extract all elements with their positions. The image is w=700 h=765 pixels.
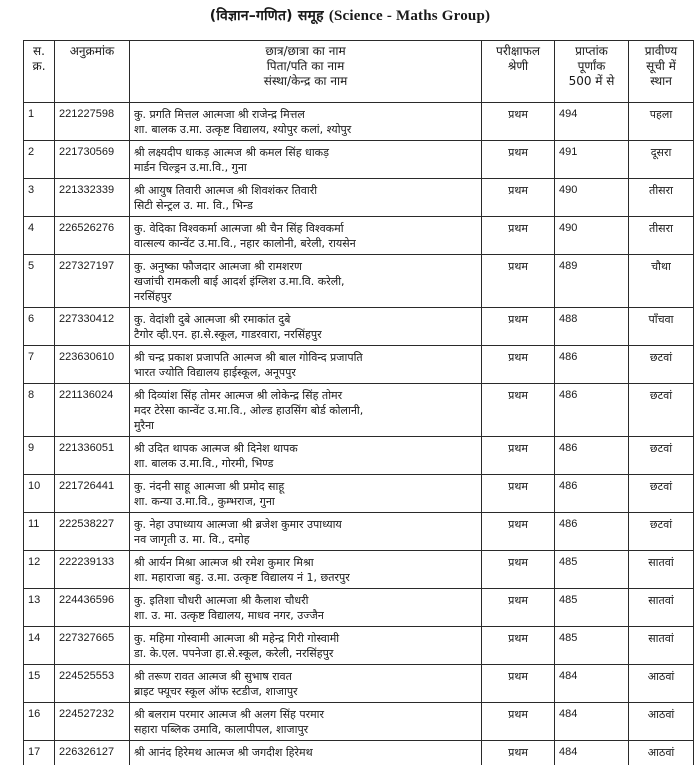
student-name: श्री तरूण रावत आत्मज श्री सुभाष रावत <box>134 670 292 683</box>
school-name: शा. कन्या उ.मा.वि., कुम्भराज, गुना <box>134 495 275 508</box>
roll-number-cell: 221726441 <box>55 475 130 513</box>
division-cell: प्रथम <box>482 384 555 437</box>
school-name: शा. बालक उ.मा. उत्कृष्ट विद्यालय, श्योपुर कलां, श्योपुर <box>134 123 352 136</box>
division-cell: प्रथम <box>482 475 555 513</box>
marks-cell: 490 <box>555 217 629 255</box>
table-row <box>24 346 694 384</box>
roll-number-cell: 224436596 <box>55 589 130 627</box>
marks-cell: 485 <box>555 627 629 665</box>
header-line: क्र. <box>32 59 46 73</box>
merit-rank-cell: छटवां <box>629 384 694 437</box>
roll-number-cell: 226326127 <box>55 741 130 765</box>
division-cell: प्रथम <box>482 346 555 384</box>
merit-rank-cell: छटवां <box>629 513 694 551</box>
student-name-cell <box>130 346 482 384</box>
student-name: कु. वेदिका विश्वकर्मा आत्मजा श्री चैन सिंह विश्वकर्मा <box>134 222 344 235</box>
student-name: श्री उदित थापक आत्मज श्री दिनेश थापक <box>134 442 298 455</box>
student-name-cell <box>130 627 482 665</box>
division-cell: प्रथम <box>482 437 555 475</box>
student-name-cell <box>130 217 482 255</box>
roll-number-cell: 221227598 <box>55 103 130 141</box>
serial-number-cell: 15 <box>24 665 55 703</box>
school-name: मार्डन चिल्ड्रन उ.मा.वि., गुना <box>134 161 247 174</box>
division-cell: प्रथम <box>482 513 555 551</box>
school-name: शा. उ. मा. उत्कृष्ट विद्यालय, माधव नगर, उज्जैन <box>134 609 324 622</box>
marks-cell: 491 <box>555 141 629 179</box>
serial-number-cell: 10 <box>24 475 55 513</box>
student-name: कु. महिमा गोस्वामी आत्मजा श्री महेन्द्र गिरी गोस्वामी <box>134 632 340 645</box>
student-name-cell <box>130 741 482 765</box>
student-name-cell <box>130 703 482 741</box>
serial-number-cell: 8 <box>24 384 55 437</box>
table-row <box>24 384 694 437</box>
student-name: श्री आर्यन मिश्रा आत्मज श्री रमेश कुमार मिश्रा <box>134 556 314 569</box>
student-name-cell <box>130 513 482 551</box>
student-name-cell <box>130 103 482 141</box>
marks-cell: 486 <box>555 513 629 551</box>
school-name: सिटी सेन्ट्रल उ. मा. वि., भिन्ड <box>134 199 253 212</box>
merit-rank-cell: सातवां <box>629 551 694 589</box>
header-line: प्राप्तांक <box>575 44 608 58</box>
school-name: भारत ज्योति विद्यालय हाईस्कूल, अनूपपुर <box>134 366 296 379</box>
school-name: नरसिंहपुर <box>134 290 172 303</box>
header-line: प्रावीण्य <box>644 44 678 58</box>
roll-number-cell: 221730569 <box>55 141 130 179</box>
header-student-name <box>130 41 482 103</box>
header-line: श्रेणी <box>507 59 529 73</box>
roll-number-cell: 223630610 <box>55 346 130 384</box>
serial-number-cell: 12 <box>24 551 55 589</box>
division-cell: प्रथम <box>482 141 555 179</box>
marks-cell: 486 <box>555 437 629 475</box>
table-row <box>24 437 694 475</box>
student-name: कु. वेदांशी दुबे आत्मजा श्री रमाकांत दुबे <box>134 313 291 326</box>
serial-number-cell: 5 <box>24 255 55 308</box>
table-header-row <box>24 41 694 103</box>
school-name: वात्सल्य कान्वेंट उ.मा.वि., नहार कालोनी, बरेली, रायसेन <box>134 237 356 250</box>
header-line: स्थान <box>650 74 672 88</box>
merit-rank-cell: छटवां <box>629 437 694 475</box>
marks-cell: 484 <box>555 665 629 703</box>
header-roll-number <box>55 41 130 103</box>
school-name: टैगोर व्ही.एन. हा.से.स्कूल, गाडरवारा, नरसिंहपुर <box>134 328 322 341</box>
header-division <box>482 41 555 103</box>
student-name: कु. नेहा उपाध्याय आत्मजा श्री ब्रजेश कुमार उपाध्याय <box>134 518 342 531</box>
merit-rank-cell: आठवां <box>629 665 694 703</box>
student-name-cell <box>130 437 482 475</box>
serial-number-cell: 9 <box>24 437 55 475</box>
header-line: 500 में से <box>568 74 615 88</box>
division-cell: प्रथम <box>482 665 555 703</box>
roll-number-cell: 226526276 <box>55 217 130 255</box>
student-name-cell <box>130 384 482 437</box>
header-merit-rank <box>629 41 694 103</box>
division-cell: प्रथम <box>482 741 555 765</box>
serial-number-cell: 13 <box>24 589 55 627</box>
roll-number-cell: 221136024 <box>55 384 130 437</box>
header-line: परीक्षाफल <box>496 44 540 58</box>
marks-cell: 484 <box>555 703 629 741</box>
student-name: कु. नंदनी साहू आत्मजा श्री प्रमोद साहू <box>134 480 285 493</box>
serial-number-cell: 1 <box>24 103 55 141</box>
student-name: कु. इतिशा चौधरी आत्मजा श्री कैलाश चौधरी <box>134 594 309 607</box>
table-row <box>24 255 694 308</box>
student-name-cell <box>130 179 482 217</box>
school-name: नव जागृती उ. मा. वि., दमोह <box>134 533 250 546</box>
school-name: शा. बालक उ.मा.वि., गोरमी, भिण्ड <box>134 457 274 470</box>
table-row <box>24 513 694 551</box>
division-cell: प्रथम <box>482 703 555 741</box>
table-row <box>24 551 694 589</box>
student-name: श्री आनंद हिरेमथ आत्मज श्री जगदीश हिरेमथ <box>134 746 313 759</box>
roll-number-cell: 222538227 <box>55 513 130 551</box>
serial-number-cell: 4 <box>24 217 55 255</box>
group-title-english: (Science - Maths Group) <box>328 8 491 24</box>
student-name-cell <box>130 475 482 513</box>
roll-number-cell: 224525553 <box>55 665 130 703</box>
roll-number-cell: 227327665 <box>55 627 130 665</box>
merit-table-body <box>24 103 694 765</box>
division-cell: प्रथम <box>482 179 555 217</box>
student-name: श्री लक्ष्यदीप धाकड़ आत्मज श्री कमल सिंह धाकड़ <box>134 146 329 159</box>
school-name: मुरैना <box>134 419 155 432</box>
merit-rank-cell: चौथा <box>629 255 694 308</box>
merit-rank-cell: छटवां <box>629 475 694 513</box>
serial-number-cell: 6 <box>24 308 55 346</box>
school-name: सहारा पब्लिक उमावि, कालापीपल, शाजापुर <box>134 723 309 736</box>
student-name-cell <box>130 665 482 703</box>
table-row <box>24 665 694 703</box>
table-row <box>24 627 694 665</box>
division-cell: प्रथम <box>482 255 555 308</box>
roll-number-cell: 227330412 <box>55 308 130 346</box>
serial-number-cell: 2 <box>24 141 55 179</box>
merit-table <box>23 40 694 765</box>
serial-number-cell: 7 <box>24 346 55 384</box>
merit-rank-cell: सातवां <box>629 627 694 665</box>
serial-number-cell: 17 <box>24 741 55 765</box>
student-name-cell <box>130 589 482 627</box>
merit-rank-cell: तीसरा <box>629 217 694 255</box>
table-row <box>24 141 694 179</box>
merit-rank-cell: सातवां <box>629 589 694 627</box>
serial-number-cell: 14 <box>24 627 55 665</box>
student-name-cell <box>130 141 482 179</box>
marks-cell: 489 <box>555 255 629 308</box>
roll-number-cell: 221336051 <box>55 437 130 475</box>
merit-rank-cell: आठवां <box>629 741 694 765</box>
header-marks <box>555 41 629 103</box>
student-name-cell <box>130 551 482 589</box>
header-line: पिता/पति का नाम <box>266 59 345 73</box>
header-serial-number <box>24 41 55 103</box>
merit-rank-cell: तीसरा <box>629 179 694 217</box>
marks-cell: 490 <box>555 179 629 217</box>
student-name: कु. अनुष्का फौजदार आत्मजा श्री रामशरण <box>134 260 302 273</box>
marks-cell: 486 <box>555 384 629 437</box>
school-name: शा. महाराजा बहु. उ.मा. उत्कृष्ट विद्यालय नं 1, छतरपुर <box>134 571 350 584</box>
marks-cell: 486 <box>555 346 629 384</box>
table-row <box>24 103 694 141</box>
table-row <box>24 475 694 513</box>
serial-number-cell: 3 <box>24 179 55 217</box>
roll-number-cell: 227327197 <box>55 255 130 308</box>
header-line: स. <box>33 44 45 58</box>
marks-cell: 484 <box>555 741 629 765</box>
merit-rank-cell: दूसरा <box>629 141 694 179</box>
student-name: श्री आयुष तिवारी आत्मज श्री शिवशंकर तिवारी <box>134 184 318 197</box>
table-row <box>24 589 694 627</box>
roll-number-cell: 221332339 <box>55 179 130 217</box>
division-cell: प्रथम <box>482 627 555 665</box>
marks-cell: 485 <box>555 551 629 589</box>
header-line: संस्था/केन्द्र का नाम <box>263 74 348 88</box>
student-name: श्री बलराम परमार आत्मज श्री अलग सिंह परमार <box>134 708 325 721</box>
student-name: श्री चन्द्र प्रकाश प्रजापति आत्मज श्री बाल गोविन्द प्रजापति <box>134 351 363 364</box>
merit-rank-cell: आठवां <box>629 703 694 741</box>
table-row <box>24 703 694 741</box>
table-row <box>24 741 694 765</box>
student-name-cell <box>130 255 482 308</box>
division-cell: प्रथम <box>482 589 555 627</box>
header-line: सूची में <box>646 59 676 73</box>
school-name: डा. के.एल. पपनेजा हा.से.स्कूल, करेली, नरसिंहपुर <box>134 647 334 660</box>
division-cell: प्रथम <box>482 308 555 346</box>
group-title <box>0 6 700 25</box>
marks-cell: 485 <box>555 589 629 627</box>
serial-number-cell: 16 <box>24 703 55 741</box>
merit-rank-cell: पहला <box>629 103 694 141</box>
group-title-hindi: (विज्ञान–गणित) समूह <box>209 8 324 24</box>
table-row <box>24 217 694 255</box>
merit-rank-cell: पाँचवा <box>629 308 694 346</box>
school-name: मदर टेरेसा कान्वेंट उ.मा.वि., ओल्ड हाउसिंग बोर्ड कोलानी, <box>134 404 364 417</box>
table-row <box>24 308 694 346</box>
marks-cell: 486 <box>555 475 629 513</box>
header-line: छात्र/छात्रा का नाम <box>265 44 346 58</box>
student-name: कु. प्रगति मित्तल आत्मजा श्री राजेन्द्र मित्तल <box>134 108 305 121</box>
header-line: अनुक्रमांक <box>69 44 115 58</box>
division-cell: प्रथम <box>482 217 555 255</box>
roll-number-cell: 224527232 <box>55 703 130 741</box>
school-name: खजांची रामकली बाई आदर्श इंग्लिश उ.मा.वि. करेली, <box>134 275 345 288</box>
student-name: श्री दिव्यांश सिंह तोमर आत्मज श्री लोकेन्द्र सिंह तोमर <box>134 389 343 402</box>
merit-rank-cell: छटवां <box>629 346 694 384</box>
division-cell: प्रथम <box>482 551 555 589</box>
division-cell: प्रथम <box>482 103 555 141</box>
table-row <box>24 179 694 217</box>
student-name-cell <box>130 308 482 346</box>
school-name: ब्राइट फ्यूचर स्कूल ऑफ स्टडीज, शाजापुर <box>134 685 298 698</box>
header-line: पूर्णांक <box>577 59 606 73</box>
marks-cell: 488 <box>555 308 629 346</box>
roll-number-cell: 222239133 <box>55 551 130 589</box>
marks-cell: 494 <box>555 103 629 141</box>
serial-number-cell: 11 <box>24 513 55 551</box>
